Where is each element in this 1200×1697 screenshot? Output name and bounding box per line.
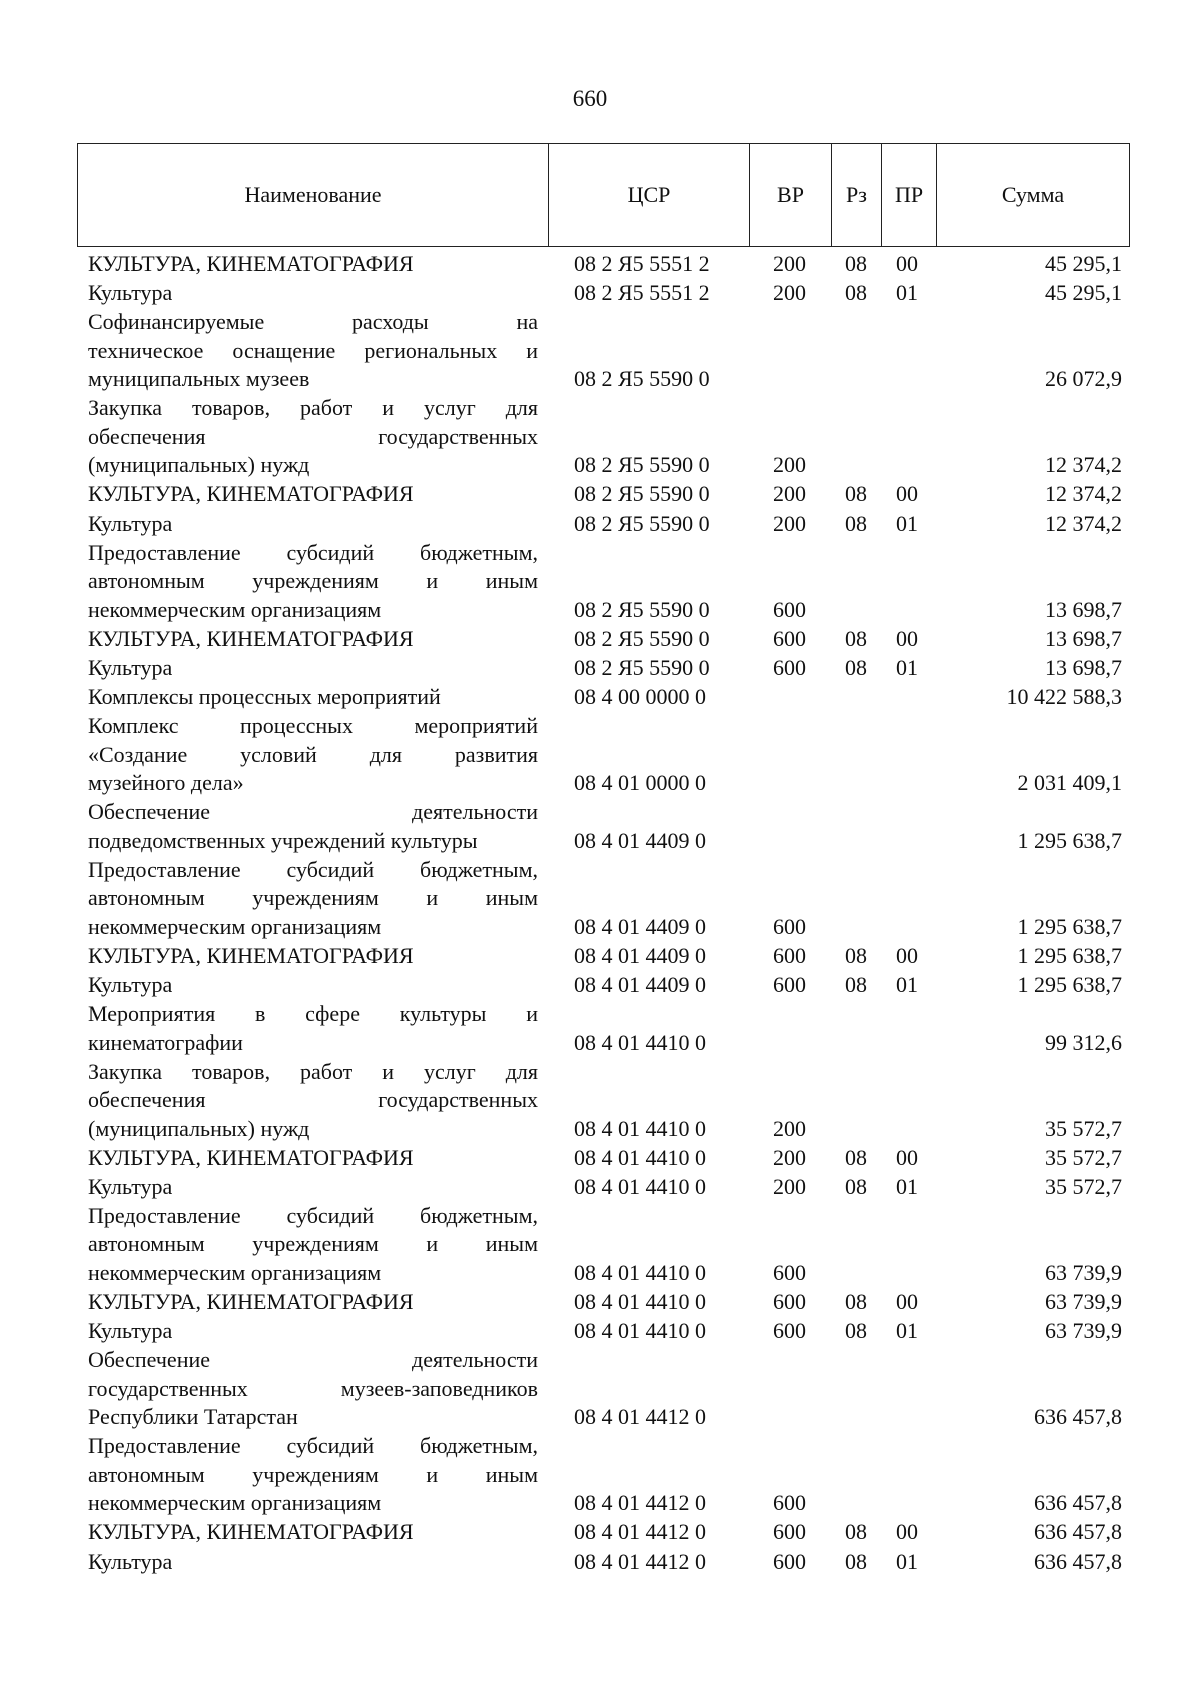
row-rz: 08	[845, 942, 867, 968]
row-sum: 2 031 409,1	[1017, 770, 1122, 795]
row-vr: 600	[773, 625, 806, 651]
table-row	[0, 683, 1200, 712]
row-name-line: Предоставление субсидий бюджетным,	[88, 1202, 538, 1228]
row-pr: 01	[896, 1173, 918, 1199]
row-csr: 08 4 01 4412 0	[574, 1490, 706, 1516]
row-name-line: автономным учреждениям и иным	[88, 1231, 538, 1257]
row-rz: 08	[845, 1318, 867, 1344]
table-row	[0, 856, 1200, 942]
row-name	[88, 1518, 538, 1547]
row-name-line: КУЛЬТУРА, КИНЕМАТОГРАФИЯ	[88, 251, 414, 276]
row-rz: 08	[845, 1144, 867, 1170]
row-name	[88, 394, 538, 480]
row-csr: 08 4 01 4409 0	[574, 971, 706, 997]
row-name-line: Обеспечение деятельности	[88, 799, 538, 825]
row-sum: 63 739,9	[1045, 1289, 1122, 1314]
row-rz: 08	[845, 625, 867, 651]
row-vr: 200	[773, 452, 806, 478]
row-pr: 00	[896, 481, 918, 507]
row-name	[88, 1144, 538, 1173]
row-pr: 00	[896, 251, 918, 276]
header-pr: ПР	[882, 144, 937, 246]
row-sum: 99 312,6	[1045, 1029, 1122, 1055]
row-rz: 08	[845, 481, 867, 507]
row-name-line: некоммерческим организациям	[88, 913, 382, 939]
row-pr: 00	[896, 1144, 918, 1170]
row-name-line: КУЛЬТУРА, КИНЕМАТОГРАФИЯ	[88, 1519, 414, 1545]
row-name-line: некоммерческим организациям	[88, 596, 382, 622]
row-name-line: техническое оснащение региональных и	[88, 337, 538, 363]
table-row	[0, 971, 1200, 1000]
row-name	[88, 625, 538, 654]
row-pr: 01	[896, 510, 918, 536]
row-name-line: КУЛЬТУРА, КИНЕМАТОГРАФИЯ	[88, 481, 414, 507]
row-name	[88, 1432, 538, 1518]
row-name	[88, 279, 538, 308]
row-vr: 200	[773, 1144, 806, 1170]
table-row	[0, 1432, 1200, 1518]
header-name: Наименование	[78, 144, 549, 246]
row-csr: 08 2 Я5 5590 0	[574, 625, 710, 651]
row-sum: 26 072,9	[1045, 366, 1122, 392]
row-vr: 200	[773, 1173, 806, 1199]
row-name-line: некоммерческим организациям	[88, 1259, 382, 1285]
header-csr: ЦСР	[549, 144, 750, 246]
row-sum: 12 374,2	[1045, 452, 1122, 478]
table-row	[0, 1173, 1200, 1202]
table-row	[0, 394, 1200, 480]
row-name-line: Культура	[88, 510, 173, 536]
row-rz: 08	[845, 251, 867, 276]
row-name	[88, 971, 538, 1000]
row-csr: 08 4 01 4410 0	[574, 1029, 706, 1055]
row-sum: 63 739,9	[1045, 1318, 1122, 1344]
row-csr: 08 4 01 4410 0	[574, 1144, 706, 1170]
row-pr: 01	[896, 971, 918, 997]
table-row	[0, 1058, 1200, 1144]
row-vr: 600	[773, 971, 806, 997]
row-csr: 08 4 01 4409 0	[574, 942, 706, 968]
row-rz: 08	[845, 1173, 867, 1199]
row-csr: 08 2 Я5 5590 0	[574, 366, 710, 392]
row-name-line: автономным учреждениям и иным	[88, 1461, 538, 1487]
table-row	[0, 798, 1200, 855]
row-name-line: Софинансируемые расходы на	[88, 309, 538, 335]
row-name	[88, 539, 538, 625]
row-name	[88, 1173, 538, 1202]
row-name	[88, 308, 538, 394]
row-name	[88, 654, 538, 683]
row-csr: 08 4 01 4409 0	[574, 827, 706, 853]
row-sum: 1 295 638,7	[1017, 942, 1122, 968]
row-csr: 08 4 01 4412 0	[574, 1519, 706, 1545]
row-vr: 200	[773, 280, 806, 306]
row-name-line: Предоставление субсидий бюджетным,	[88, 1433, 538, 1459]
row-name-line: некоммерческим организациям	[88, 1490, 382, 1516]
row-name	[88, 1000, 538, 1057]
row-name-line: (муниципальных) нужд	[88, 1115, 310, 1141]
table-row	[0, 1144, 1200, 1173]
row-name-line: Культура	[88, 280, 173, 306]
page-number: 660	[572, 86, 608, 111]
row-csr: 08 4 01 4410 0	[574, 1259, 706, 1285]
row-name-line: государственных музеев-заповедников	[88, 1375, 538, 1401]
row-name	[88, 1346, 538, 1432]
table-row	[0, 539, 1200, 625]
header-vr: ВР	[750, 144, 832, 246]
row-pr: 00	[896, 625, 918, 651]
row-name-line: КУЛЬТУРА, КИНЕМАТОГРАФИЯ	[88, 625, 414, 651]
row-name-line: Предоставление субсидий бюджетным,	[88, 856, 538, 882]
table-row	[0, 1518, 1200, 1547]
row-csr: 08 4 01 4410 0	[574, 1115, 706, 1141]
row-name-line: КУЛЬТУРА, КИНЕМАТОГРАФИЯ	[88, 1289, 414, 1314]
row-name-line: Закупка товаров, работ и услуг для	[88, 1058, 538, 1084]
row-rz: 08	[845, 280, 867, 306]
row-name	[88, 712, 538, 798]
row-vr: 200	[773, 481, 806, 507]
row-name-line: Культура	[88, 1318, 173, 1344]
row-name-line: «Создание условий для развития	[88, 741, 538, 767]
row-csr: 08 2 Я5 5590 0	[574, 510, 710, 536]
row-vr: 200	[773, 251, 806, 276]
table-row	[0, 1346, 1200, 1432]
row-name-line: Обеспечение деятельности	[88, 1347, 538, 1373]
row-name-line: КУЛЬТУРА, КИНЕМАТОГРАФИЯ	[88, 1144, 414, 1170]
row-sum: 63 739,9	[1045, 1259, 1122, 1285]
table-row	[0, 1288, 1200, 1317]
row-pr: 00	[896, 1519, 918, 1545]
row-name-line: Культура	[88, 1548, 173, 1574]
row-csr: 08 2 Я5 5590 0	[574, 481, 710, 507]
row-vr: 200	[773, 510, 806, 536]
row-name-line: музейного дела»	[88, 770, 244, 795]
row-csr: 08 2 Я5 5551 2	[574, 251, 710, 276]
row-sum: 12 374,2	[1045, 481, 1122, 507]
row-name	[88, 1288, 538, 1317]
row-name-line: КУЛЬТУРА, КИНЕМАТОГРАФИЯ	[88, 942, 414, 968]
row-rz: 08	[845, 1289, 867, 1314]
row-name	[88, 480, 538, 509]
row-name-line: Культура	[88, 971, 173, 997]
row-name	[88, 1548, 538, 1577]
row-csr: 08 4 01 4410 0	[574, 1289, 706, 1314]
row-sum: 45 295,1	[1045, 251, 1122, 276]
table-row	[0, 250, 1200, 279]
row-pr: 00	[896, 1289, 918, 1314]
table-row	[0, 712, 1200, 798]
row-vr: 600	[773, 654, 806, 680]
row-csr: 08 4 01 4410 0	[574, 1173, 706, 1199]
row-sum: 10 422 588,3	[1006, 683, 1122, 709]
row-csr: 08 2 Я5 5590 0	[574, 596, 710, 622]
row-name-line: автономным учреждениям и иным	[88, 885, 538, 911]
row-name-line: обеспечения государственных	[88, 1087, 538, 1113]
row-csr: 08 4 01 4410 0	[574, 1318, 706, 1344]
row-name	[88, 798, 538, 855]
row-rz: 08	[845, 1548, 867, 1574]
table-row	[0, 1000, 1200, 1057]
row-sum: 45 295,1	[1045, 280, 1122, 306]
row-csr: 08 4 01 0000 0	[574, 770, 706, 795]
row-sum: 1 295 638,7	[1017, 827, 1122, 853]
table-row	[0, 1548, 1200, 1577]
header-sum: Сумма	[1001, 182, 1065, 207]
row-sum: 35 572,7	[1045, 1115, 1122, 1141]
row-rz: 08	[845, 971, 867, 997]
row-name	[88, 683, 538, 712]
table-row	[0, 942, 1200, 971]
row-sum: 636 457,8	[1034, 1404, 1122, 1430]
row-sum: 636 457,8	[1034, 1548, 1122, 1574]
row-vr: 200	[773, 1115, 806, 1141]
row-sum: 35 572,7	[1045, 1173, 1122, 1199]
row-name	[88, 510, 538, 539]
row-name-line: (муниципальных) нужд	[88, 452, 310, 478]
row-csr: 08 2 Я5 5590 0	[574, 452, 710, 478]
row-name-line: Культура	[88, 1173, 173, 1199]
row-pr: 01	[896, 1318, 918, 1344]
table-row	[0, 1202, 1200, 1288]
row-rz: 08	[845, 510, 867, 536]
row-pr: 01	[896, 280, 918, 306]
row-csr: 08 4 01 4409 0	[574, 913, 706, 939]
row-vr: 600	[773, 913, 806, 939]
row-name-line: Республики Татарстан	[88, 1404, 298, 1430]
row-name-line: Мероприятия в сфере культуры и	[88, 1001, 538, 1026]
row-sum: 12 374,2	[1045, 510, 1122, 536]
table-row	[0, 1317, 1200, 1346]
row-name	[88, 1202, 538, 1288]
row-sum: 1 295 638,7	[1017, 913, 1122, 939]
row-csr: 08 4 00 0000 0	[574, 683, 706, 709]
row-sum: 1 295 638,7	[1017, 971, 1122, 997]
row-sum: 636 457,8	[1034, 1490, 1122, 1516]
row-name-line: Закупка товаров, работ и услуг для	[88, 395, 538, 421]
row-name-line: кинематографии	[88, 1029, 243, 1055]
row-vr: 600	[773, 1318, 806, 1344]
row-vr: 600	[773, 1548, 806, 1574]
row-name	[88, 1058, 538, 1144]
row-vr: 600	[773, 1289, 806, 1314]
row-name	[88, 942, 538, 971]
row-name-line: муниципальных музеев	[88, 366, 310, 392]
row-name	[88, 856, 538, 942]
row-vr: 600	[773, 942, 806, 968]
row-sum: 13 698,7	[1045, 596, 1122, 622]
row-rz: 08	[845, 654, 867, 680]
table-row	[0, 510, 1200, 539]
row-csr: 08 2 Я5 5590 0	[574, 654, 710, 680]
row-name-line: обеспечения государственных	[88, 423, 538, 449]
row-vr: 600	[773, 1259, 806, 1285]
row-pr: 00	[896, 942, 918, 968]
table-row	[0, 279, 1200, 308]
row-rz: 08	[845, 1519, 867, 1545]
row-name	[88, 250, 538, 279]
header-rz: Рз	[832, 144, 882, 246]
row-sum: 13 698,7	[1045, 625, 1122, 651]
row-name-line: Комплекс процессных мероприятий	[88, 713, 538, 738]
row-pr: 01	[896, 1548, 918, 1574]
row-vr: 600	[773, 596, 806, 622]
row-csr: 08 2 Я5 5551 2	[574, 280, 710, 306]
row-name	[88, 1317, 538, 1346]
row-sum: 35 572,7	[1045, 1144, 1122, 1170]
row-name-line: подведомственных учреждений культуры	[88, 827, 478, 853]
row-csr: 08 4 01 4412 0	[574, 1548, 706, 1574]
row-name-line: Культура	[88, 654, 173, 680]
table-row	[0, 625, 1200, 654]
row-sum: 636 457,8	[1034, 1519, 1122, 1545]
row-pr: 01	[896, 654, 918, 680]
row-sum: 13 698,7	[1045, 654, 1122, 680]
row-name-line: автономным учреждениям и иным	[88, 568, 538, 594]
row-name-line: Предоставление субсидий бюджетным,	[88, 539, 538, 565]
table-row	[0, 480, 1200, 509]
row-name-line: Комплексы процессных мероприятий	[88, 683, 441, 709]
row-vr: 600	[773, 1519, 806, 1545]
row-vr: 600	[773, 1490, 806, 1516]
table-row	[0, 308, 1200, 394]
table-row	[0, 654, 1200, 683]
row-csr: 08 4 01 4412 0	[574, 1404, 706, 1430]
